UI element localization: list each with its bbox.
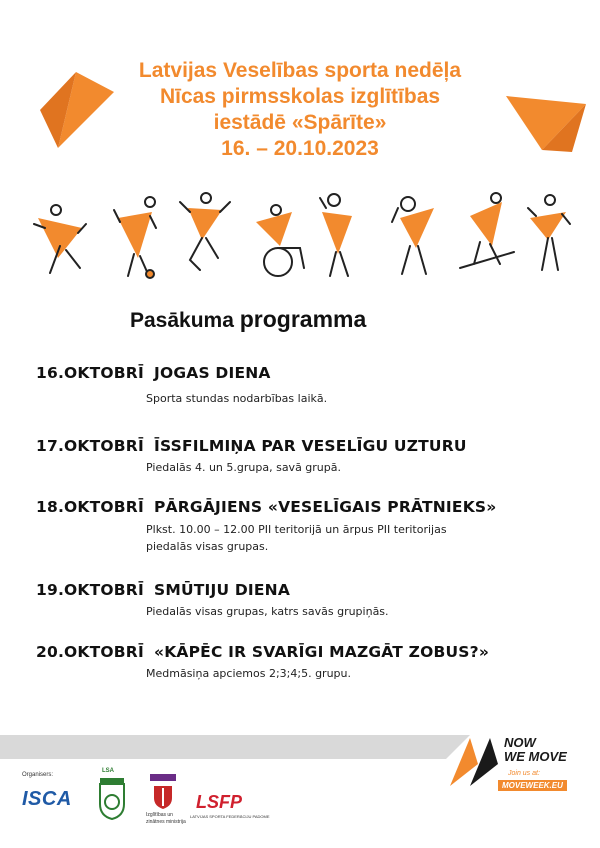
- moveweek-logo: [448, 730, 588, 798]
- program-heading-part2: programma: [239, 306, 367, 332]
- organisers-logos: [22, 768, 292, 832]
- event-3-description: [146, 521, 447, 555]
- event-1-desc-line: Sporta stundas nodarbības laikā.: [146, 392, 328, 405]
- event-4-name: SMŪTIJU DIENA: [154, 581, 291, 599]
- moveweek-url: MOVEWEEK.EU: [498, 780, 567, 791]
- organisers-label: Organisers:: [22, 772, 54, 778]
- event-1-description: [146, 390, 327, 407]
- event-3-title-row: [36, 498, 496, 516]
- event-1-date: 16.OKTOBRĪ: [36, 364, 144, 382]
- event-2-name: ĪSSFILMIŅA PAR VESELĪGU UZTURU: [154, 437, 467, 455]
- moveweek-join: Join us at:: [508, 770, 540, 777]
- title-line-2: Nīcas pirmsskolas izglītības: [159, 85, 441, 108]
- ministry-coat-of-arms-icon: [150, 784, 176, 810]
- event-2-title-row: [36, 437, 467, 455]
- jumper-figure-icon: [180, 193, 230, 270]
- event-2-description: [146, 459, 341, 476]
- event-5-desc-line: Medmāsiņa apciemos 2;3;4;5. grupu.: [146, 667, 351, 680]
- lsa-shield-icon: [98, 778, 126, 820]
- wheelchair-figure-icon: [256, 205, 304, 276]
- event-2-desc-line: Piedalās 4. un 5.grupa, savā grupā.: [146, 461, 341, 474]
- event-1-name: JOGAS DIENA: [154, 364, 271, 382]
- event-1-title-row: [36, 364, 271, 382]
- event-3-desc-line-2: piedalās visas grupas.: [146, 540, 269, 553]
- runner-figure-icon: [34, 205, 86, 273]
- isca-logo: ISCA: [22, 788, 72, 810]
- title-line-1: Latvijas Veselības sporta nedēļa: [138, 59, 462, 82]
- moveweek-we-move: WE MOVE: [504, 749, 567, 764]
- ball-player-figure-icon: [114, 197, 156, 278]
- event-2-date: 17.OKTOBRĪ: [36, 437, 144, 455]
- event-3-name: PĀRGĀJIENS «VESELĪGAIS PRĀTNIEKS»: [154, 498, 497, 516]
- skier-figure-icon: [460, 193, 514, 268]
- moveweek-mark-icon: [448, 734, 504, 790]
- thrower-figure-icon: [320, 194, 352, 276]
- dancer-figure-icon: [392, 197, 434, 274]
- event-4-title-row: [36, 581, 290, 599]
- event-title-block: [80, 58, 520, 162]
- program-heading: [130, 306, 366, 333]
- event-5-description: [146, 665, 351, 682]
- title-line-3: iestādē «Spārīte»: [213, 111, 387, 134]
- event-3-desc-line-1: Plkst. 10.00 – 12.00 PII teritorijā un ārpus PII teritorijas: [146, 523, 447, 536]
- event-4-desc-line: Piedalās visas grupas, katrs savās grupiņās.: [146, 605, 389, 618]
- program-heading-part1: Pasākuma: [130, 309, 240, 332]
- event-4-description: [146, 603, 389, 620]
- lsfp-logo: LSFP: [196, 792, 243, 812]
- lsfp-sub-label: LATVIJAS SPORTA FEDERĀCIJU PADOME: [190, 814, 270, 819]
- event-5-title-row: [36, 643, 489, 661]
- event-5-date: 20.OKTOBRĪ: [36, 643, 144, 661]
- moveweek-now: NOW: [504, 735, 536, 750]
- ministry-label: Izglītības un zinātnes ministrija: [146, 812, 186, 825]
- title-line-4: 16. – 20.10.2023: [221, 137, 379, 160]
- event-5-name: «KĀPĒC IR SVARĪGI MAZGĀT ZOBUS?»: [154, 643, 490, 661]
- event-3-date: 18.OKTOBRĪ: [36, 498, 144, 516]
- lsa-label: LSA: [102, 768, 114, 774]
- stretching-figure-icon: [528, 195, 570, 270]
- event-4-date: 19.OKTOBRĪ: [36, 581, 144, 599]
- sport-figures-illustration: [30, 188, 575, 280]
- ministry-color-bar: [150, 774, 176, 781]
